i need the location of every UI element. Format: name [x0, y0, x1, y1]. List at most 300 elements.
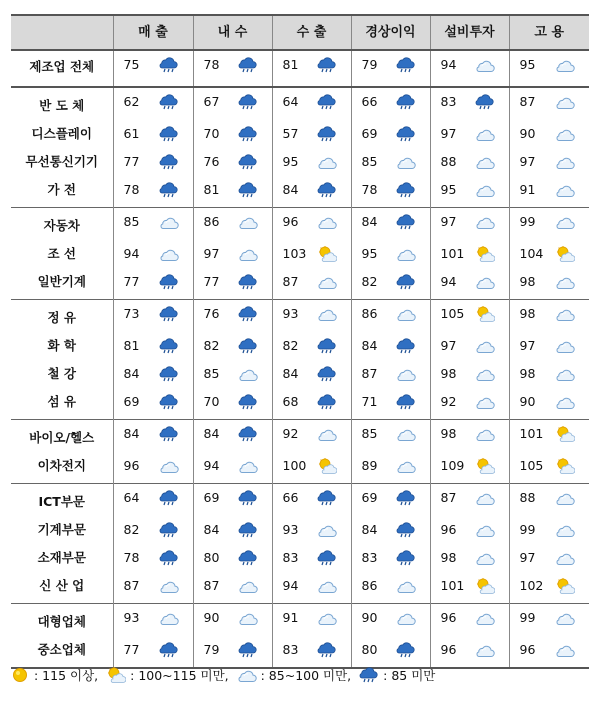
row-label: 자동차	[11, 208, 113, 241]
value: 84	[123, 366, 140, 381]
cloud-rain-icon	[396, 522, 416, 538]
cloud-rain-icon	[238, 274, 258, 290]
value: 69	[203, 490, 220, 505]
header-investment: 설비투자	[430, 15, 509, 50]
export-cell	[272, 484, 351, 517]
legend	[10, 666, 443, 684]
cloud-rain-icon	[159, 94, 179, 110]
cloud-icon	[159, 458, 179, 474]
cloud-icon	[555, 642, 575, 658]
value: 84	[203, 522, 220, 537]
value: 75	[123, 57, 140, 72]
value: 96	[440, 610, 457, 625]
sun-cloud-icon	[317, 246, 337, 262]
export-cell	[272, 268, 351, 300]
export-cell	[272, 332, 351, 360]
table-row	[11, 148, 589, 176]
cloud-rain-icon	[317, 490, 337, 506]
profit-cell	[351, 87, 430, 120]
value: 82	[282, 338, 299, 353]
cloud-rain-icon	[159, 426, 179, 442]
row-label: 기계부문	[37, 522, 86, 537]
investment-cell	[430, 516, 509, 544]
value: 83	[440, 94, 457, 109]
table-row	[11, 50, 589, 87]
cloud-rain-icon	[238, 57, 258, 73]
sun-cloud-icon	[555, 458, 575, 474]
cloud-rain-icon	[159, 642, 179, 658]
table-row	[11, 604, 589, 637]
table-body	[11, 50, 589, 668]
row-label: 일반기계	[37, 274, 86, 289]
profit-cell	[351, 176, 430, 208]
cloud-icon	[475, 182, 495, 198]
investment-cell	[430, 604, 509, 637]
table-row	[11, 268, 589, 300]
value: 79	[361, 57, 378, 72]
value: 91	[519, 182, 536, 197]
employment-cell	[509, 148, 589, 176]
domestic-cell	[193, 120, 272, 148]
domestic-cell	[193, 420, 272, 453]
value: 89	[361, 458, 378, 473]
profit-cell	[351, 516, 430, 544]
header-employment: 고 용	[509, 15, 589, 50]
row-label: 중소업체	[11, 636, 113, 668]
value: 95	[440, 182, 457, 197]
row-label: 디스플레이	[31, 126, 92, 141]
cloud-icon	[238, 366, 258, 382]
cloud-icon	[555, 154, 575, 170]
value: 92	[440, 394, 457, 409]
domestic-cell	[193, 300, 272, 333]
export-cell	[272, 360, 351, 388]
value: 70	[203, 126, 220, 141]
value: 94	[282, 578, 299, 593]
investment-cell	[430, 87, 509, 120]
value: 64	[282, 94, 299, 109]
employment-cell	[509, 572, 589, 604]
value: 96	[519, 642, 536, 657]
cloud-rain-icon	[159, 394, 179, 410]
value: 96	[440, 522, 457, 537]
profit-cell	[351, 604, 430, 637]
cloud-icon	[317, 522, 337, 538]
sun-cloud-icon	[317, 458, 337, 474]
cloud-icon	[555, 394, 575, 410]
domestic-cell	[193, 484, 272, 517]
domestic-cell	[193, 268, 272, 300]
employment-cell	[509, 300, 589, 333]
export-cell	[272, 636, 351, 668]
domestic-cell	[193, 360, 272, 388]
sun-icon	[10, 667, 30, 683]
domestic-cell	[193, 240, 272, 268]
export-cell	[272, 240, 351, 268]
cloud-rain-icon	[238, 522, 258, 538]
value: 98	[440, 426, 457, 441]
sales-cell	[113, 50, 193, 87]
cloud-icon	[475, 610, 495, 626]
investment-cell	[430, 484, 509, 517]
export-cell	[272, 572, 351, 604]
row-label: 철 강	[47, 366, 76, 381]
profit-cell	[351, 208, 430, 241]
cloud-icon	[555, 522, 575, 538]
cloud-icon	[396, 154, 416, 170]
value: 97	[519, 550, 536, 565]
table-row	[11, 208, 589, 241]
value: 81	[203, 182, 220, 197]
value: 76	[203, 154, 220, 169]
investment-cell	[430, 176, 509, 208]
legend-item	[359, 666, 435, 684]
cloud-rain-icon	[317, 366, 337, 382]
export-cell	[272, 420, 351, 453]
value: 84	[123, 426, 140, 441]
value: 105	[519, 458, 544, 473]
value: 97	[203, 246, 220, 261]
cloud-rain-icon	[238, 306, 258, 322]
sales-cell	[113, 636, 193, 668]
cloud-rain-icon	[159, 182, 179, 198]
value: 84	[203, 426, 220, 441]
row-label: 소재부문	[37, 550, 86, 565]
legend-item	[237, 666, 352, 684]
value: 69	[361, 126, 378, 141]
cloud-icon	[475, 274, 495, 290]
export-cell	[272, 120, 351, 148]
value: 88	[440, 154, 457, 169]
cloud-rain-icon	[238, 126, 258, 142]
cloud-rain-icon	[317, 394, 337, 410]
cloud-icon	[475, 338, 495, 354]
cloud-rain-icon	[396, 182, 416, 198]
sun-cloud-icon	[475, 458, 495, 474]
cloud-rain-icon	[238, 154, 258, 170]
sales-cell	[113, 572, 193, 604]
table-row	[11, 420, 589, 453]
cloud-rain-icon	[159, 126, 179, 142]
sales-cell	[113, 484, 193, 517]
cloud-rain-icon	[396, 94, 416, 110]
domestic-cell	[193, 452, 272, 484]
value: 109	[440, 458, 465, 473]
profit-cell	[351, 240, 430, 268]
header-domestic: 내 수	[193, 15, 272, 50]
cloud-icon	[317, 214, 337, 230]
row-label: 조 선	[47, 246, 76, 261]
value: 69	[123, 394, 140, 409]
cloud-rain-icon	[396, 642, 416, 658]
profit-cell	[351, 120, 430, 148]
value: 83	[282, 642, 299, 657]
sun-cloud-icon	[555, 246, 575, 262]
cloud-icon	[555, 214, 575, 230]
value: 87	[123, 578, 140, 593]
employment-cell	[509, 176, 589, 208]
value: 77	[123, 274, 140, 289]
value: 67	[203, 94, 220, 109]
row-label: 화 학	[47, 338, 76, 353]
value: 90	[519, 394, 536, 409]
employment-cell	[509, 544, 589, 572]
value: 85	[123, 214, 140, 229]
cloud-rain-icon	[396, 550, 416, 566]
table-row	[11, 484, 589, 517]
outlook-table	[11, 14, 589, 669]
cloud-icon	[555, 610, 575, 626]
cloud-icon	[555, 94, 575, 110]
value: 82	[361, 274, 378, 289]
cloud-rain-icon	[238, 94, 258, 110]
header-sales: 매 출	[113, 15, 193, 50]
value: 78	[203, 57, 220, 72]
header-profit: 경상이익	[351, 15, 430, 50]
value: 84	[361, 522, 378, 537]
table-row	[11, 332, 589, 360]
domestic-cell	[193, 148, 272, 176]
table-row	[11, 572, 589, 604]
employment-cell	[509, 452, 589, 484]
value: 87	[203, 578, 220, 593]
value: 99	[519, 214, 536, 229]
value: 77	[203, 274, 220, 289]
cloud-icon	[396, 610, 416, 626]
legend-label: : 85 미만	[383, 668, 436, 683]
value: 97	[440, 214, 457, 229]
cloud-rain-icon	[396, 338, 416, 354]
value: 85	[361, 154, 378, 169]
sales-cell	[113, 604, 193, 637]
domestic-cell	[193, 604, 272, 637]
profit-cell	[351, 420, 430, 453]
value: 88	[519, 490, 536, 505]
investment-cell	[430, 452, 509, 484]
investment-cell	[430, 208, 509, 241]
cloud-icon	[555, 366, 575, 382]
cloud-icon	[396, 578, 416, 594]
value: 86	[361, 578, 378, 593]
value: 101	[519, 426, 544, 441]
export-cell	[272, 176, 351, 208]
cloud-icon	[396, 306, 416, 322]
cloud-icon	[555, 57, 575, 73]
investment-cell	[430, 332, 509, 360]
value: 98	[519, 274, 536, 289]
cloud-icon	[396, 246, 416, 262]
investment-cell	[430, 360, 509, 388]
profit-cell	[351, 484, 430, 517]
sales-cell	[113, 240, 193, 268]
profit-cell	[351, 572, 430, 604]
profit-cell	[351, 544, 430, 572]
cloud-icon	[238, 578, 258, 594]
cloud-icon	[159, 246, 179, 262]
profit-cell	[351, 268, 430, 300]
value: 96	[282, 214, 299, 229]
value: 64	[123, 490, 140, 505]
value: 78	[361, 182, 378, 197]
export-cell	[272, 388, 351, 420]
cloud-icon	[555, 338, 575, 354]
value: 99	[519, 522, 536, 537]
row-label: 대형업체	[11, 604, 113, 637]
cloud-icon	[555, 274, 575, 290]
value: 98	[440, 550, 457, 565]
cloud-icon	[555, 306, 575, 322]
table-header	[11, 15, 589, 50]
value: 99	[519, 610, 536, 625]
cloud-icon	[317, 154, 337, 170]
cloud-icon	[475, 550, 495, 566]
employment-cell	[509, 360, 589, 388]
cloud-rain-icon	[238, 550, 258, 566]
value: 94	[440, 274, 457, 289]
cloud-icon	[475, 126, 495, 142]
value: 96	[123, 458, 140, 473]
export-cell	[272, 148, 351, 176]
export-cell	[272, 604, 351, 637]
table-row	[11, 300, 589, 333]
table-row	[11, 636, 589, 668]
investment-cell	[430, 240, 509, 268]
export-cell	[272, 516, 351, 544]
cloud-icon	[159, 578, 179, 594]
row-label: 제조업 전체	[11, 50, 113, 87]
employment-cell	[509, 332, 589, 360]
domestic-cell	[193, 332, 272, 360]
cloud-rain-icon	[159, 338, 179, 354]
row-label: ICT부문	[11, 484, 113, 517]
domestic-cell	[193, 636, 272, 668]
sun-cloud-icon	[475, 306, 495, 322]
employment-cell	[509, 240, 589, 268]
value: 86	[203, 214, 220, 229]
domestic-cell	[193, 176, 272, 208]
investment-cell	[430, 148, 509, 176]
employment-cell	[509, 516, 589, 544]
value: 81	[123, 338, 140, 353]
sales-cell	[113, 452, 193, 484]
value: 87	[361, 366, 378, 381]
value: 78	[123, 182, 140, 197]
value: 97	[519, 338, 536, 353]
cloud-icon	[238, 214, 258, 230]
cloud-rain-icon	[317, 642, 337, 658]
sun-cloud-icon	[475, 246, 495, 262]
cloud-icon	[475, 394, 495, 410]
value: 97	[440, 126, 457, 141]
export-cell	[272, 544, 351, 572]
table-row	[11, 240, 589, 268]
value: 57	[282, 126, 299, 141]
cloud-icon	[317, 306, 337, 322]
cloud-icon	[396, 458, 416, 474]
value: 62	[123, 94, 140, 109]
cloud-icon	[555, 126, 575, 142]
cloud-icon	[475, 642, 495, 658]
cloud-icon	[555, 550, 575, 566]
value: 68	[282, 394, 299, 409]
value: 78	[123, 550, 140, 565]
value: 90	[361, 610, 378, 625]
cloud-rain-icon	[238, 182, 258, 198]
employment-cell	[509, 484, 589, 517]
profit-cell	[351, 148, 430, 176]
row-label: 가 전	[47, 182, 76, 197]
value: 87	[282, 274, 299, 289]
table-row	[11, 544, 589, 572]
cloud-rain-icon	[396, 274, 416, 290]
cloud-rain-icon	[238, 338, 258, 354]
cloud-icon	[317, 426, 337, 442]
domestic-cell	[193, 544, 272, 572]
sales-cell	[113, 208, 193, 241]
sales-cell	[113, 420, 193, 453]
investment-cell	[430, 388, 509, 420]
employment-cell	[509, 120, 589, 148]
value: 84	[361, 214, 378, 229]
investment-cell	[430, 50, 509, 87]
value: 82	[203, 338, 220, 353]
value: 81	[282, 57, 299, 72]
value: 96	[440, 642, 457, 657]
value: 66	[282, 490, 299, 505]
investment-cell	[430, 120, 509, 148]
cloud-rain-icon	[159, 154, 179, 170]
legend-item	[106, 666, 228, 684]
cloud-icon	[238, 458, 258, 474]
value: 83	[282, 550, 299, 565]
cloud-icon	[475, 214, 495, 230]
value: 71	[361, 394, 378, 409]
value: 90	[519, 126, 536, 141]
profit-cell	[351, 636, 430, 668]
value: 98	[440, 366, 457, 381]
investment-cell	[430, 300, 509, 333]
legend-item	[10, 666, 98, 684]
value: 84	[361, 338, 378, 353]
table-row	[11, 360, 589, 388]
cloud-rain-icon	[159, 366, 179, 382]
export-cell	[272, 208, 351, 241]
cloud-icon	[475, 522, 495, 538]
cloud-icon	[238, 246, 258, 262]
value: 101	[440, 246, 465, 261]
row-label: 반 도 체	[11, 87, 113, 120]
value: 95	[361, 246, 378, 261]
cloud-rain-icon	[238, 642, 258, 658]
cloud-rain-icon	[317, 126, 337, 142]
cloud-rain-icon	[159, 274, 179, 290]
value: 76	[203, 306, 220, 321]
value: 82	[123, 522, 140, 537]
value: 73	[123, 306, 140, 321]
table-row	[11, 516, 589, 544]
profit-cell	[351, 50, 430, 87]
cloud-icon	[238, 610, 258, 626]
cloud-rain-icon	[396, 57, 416, 73]
cloud-rain-icon	[317, 57, 337, 73]
cloud-rain-icon	[396, 490, 416, 506]
employment-cell	[509, 208, 589, 241]
employment-cell	[509, 636, 589, 668]
investment-cell	[430, 544, 509, 572]
export-cell	[272, 452, 351, 484]
domestic-cell	[193, 388, 272, 420]
cloud-icon	[475, 154, 495, 170]
